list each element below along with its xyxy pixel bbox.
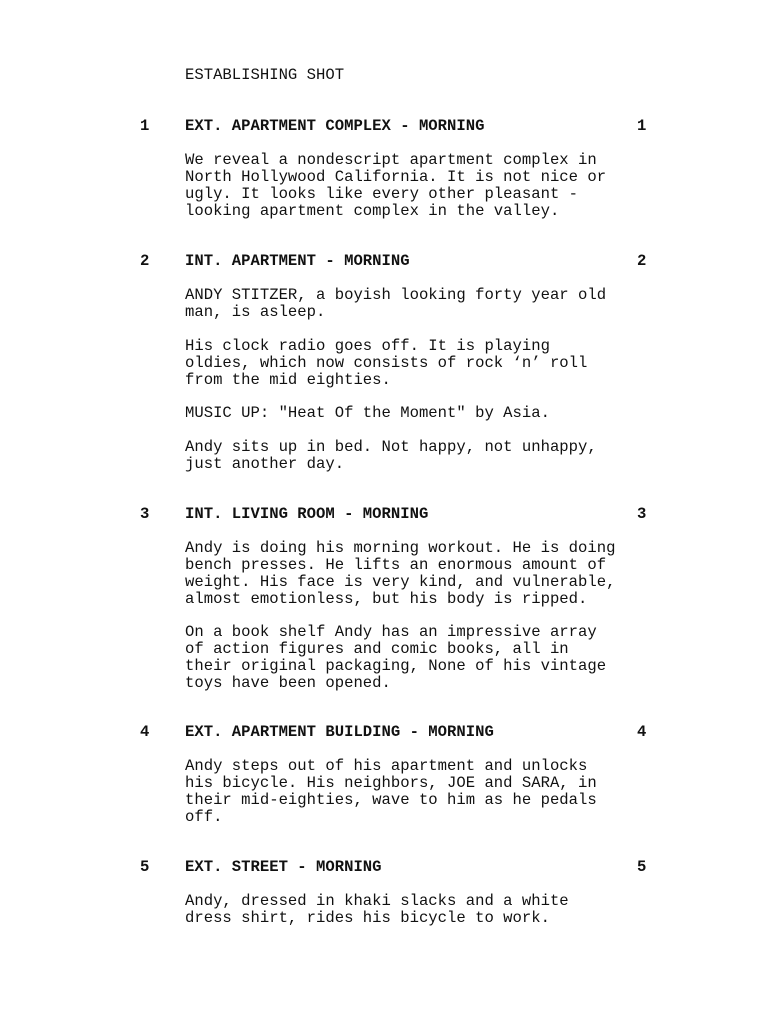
action-paragraph: Andy steps out of his apartment and unlocks his bicycle. His neighbors, JOE and SARA, in their mid-eighties, wave to him as he pedals off. bbox=[185, 757, 597, 826]
scene-number-left: 4 bbox=[140, 723, 150, 741]
scene-number-right: 4 bbox=[637, 723, 647, 741]
scene-number-left: 1 bbox=[140, 117, 150, 135]
action-paragraph: Andy is doing his morning workout. He is doing bench presses. He lifts an enormous amount of weight. His face is very kind, and vulnerable, almost emotionless, but his body is ripped. bbox=[185, 539, 616, 608]
scene-heading: INT. LIVING ROOM - MORNING bbox=[185, 505, 429, 523]
action-paragraph: We reveal a nondescript apartment complex in North Hollywood California. It is not nice or ugly. It looks like every other pleasant - looking apartment complex in the valley. bbox=[185, 151, 607, 220]
action-paragraph: Andy, dressed in khaki slacks and a white dress shirt, rides his bicycle to work. bbox=[185, 892, 569, 927]
scene-number-left: 2 bbox=[140, 252, 150, 270]
scene-heading: EXT. APARTMENT BUILDING - MORNING bbox=[185, 723, 494, 741]
scene-heading: INT. APARTMENT - MORNING bbox=[185, 252, 410, 270]
scene-heading: EXT. APARTMENT COMPLEX - MORNING bbox=[185, 117, 485, 135]
establishing-shot: ESTABLISHING SHOT bbox=[185, 66, 345, 84]
scene-number-left: 5 bbox=[140, 858, 150, 876]
action-paragraph: On a book shelf Andy has an impressive array of action figures and comic books, all in their original packaging, None of his vintage toys have been opened. bbox=[185, 623, 607, 692]
scene-number-right: 1 bbox=[637, 117, 647, 135]
scene-number-right: 2 bbox=[637, 252, 647, 270]
action-paragraph: Andy sits up in bed. Not happy, not unhappy, just another day. bbox=[185, 438, 597, 473]
scene-number-right: 5 bbox=[637, 858, 647, 876]
scene-heading: EXT. STREET - MORNING bbox=[185, 858, 382, 876]
scene-number-right: 3 bbox=[637, 505, 647, 523]
action-paragraph: ANDY STITZER, a boyish looking forty year old man, is asleep. bbox=[185, 286, 607, 321]
scene-number-left: 3 bbox=[140, 505, 150, 523]
action-paragraph: His clock radio goes off. It is playing oldies, which now consists of rock ‘n’ roll from the mid eighties. bbox=[185, 337, 588, 389]
action-paragraph: MUSIC UP: "Heat Of the Moment" by Asia. bbox=[185, 404, 550, 422]
